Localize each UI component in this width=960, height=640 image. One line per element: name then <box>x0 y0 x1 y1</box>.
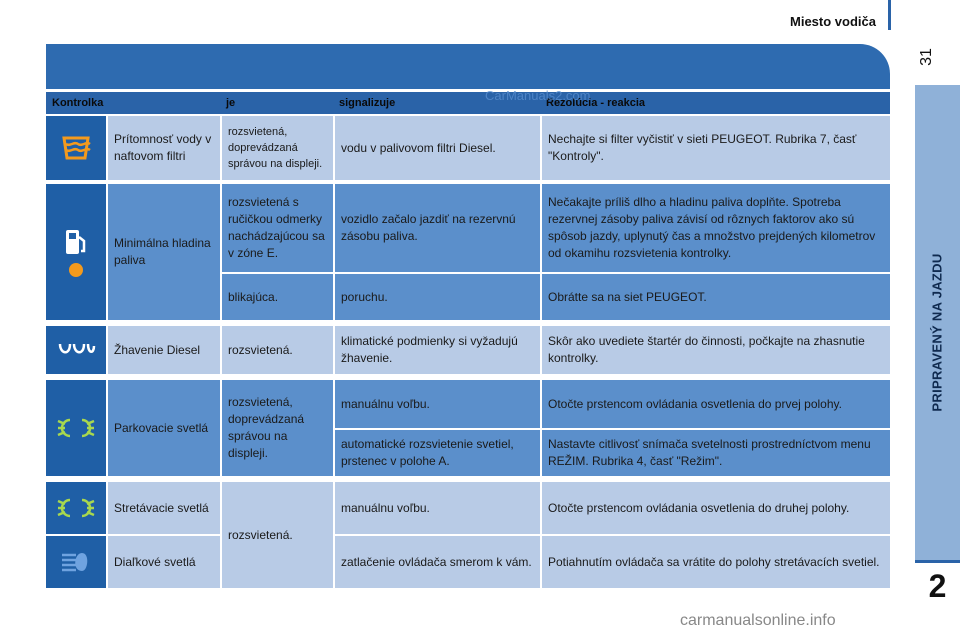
section-banner <box>46 44 890 89</box>
footer-watermark: carmanualsonline.info <box>680 612 836 629</box>
glow-plug-icon <box>46 326 106 376</box>
table-row <box>220 274 890 322</box>
beam-names <box>106 482 220 590</box>
amber-dot-icon <box>69 263 83 277</box>
glow-signal: klimatické podmienky si vyžadujú žhavenie. <box>333 326 540 376</box>
table-row <box>333 482 890 536</box>
table-row <box>333 430 890 478</box>
park-action-1: Otočte prstencom ovládania osvetlenia do prvej polohy. <box>540 380 890 430</box>
main-name: Diaľkové svetlá <box>106 536 220 590</box>
table-row <box>333 380 890 430</box>
icon-cell <box>46 482 106 590</box>
table-row <box>46 326 890 376</box>
park-signal-1: manuálnu voľbu. <box>333 380 540 430</box>
header-rezolucia: Rezolúcia - reakcia <box>546 97 646 109</box>
park-subrows <box>333 380 890 478</box>
header-je: je <box>226 97 236 109</box>
water-state: rozsvietená, doprevádzaná správou na displeji. <box>220 116 333 182</box>
dipped-name: Stretávacie svetlá <box>106 482 220 536</box>
chapter-tab <box>915 560 960 640</box>
parking-lights-icon <box>46 380 106 478</box>
park-signal-2: automatické rozsvietenie svetiel, prstenec v polohe A. <box>333 430 540 478</box>
header-kontrolka: Kontrolka <box>52 97 104 109</box>
fuel-signal-2: poruchu. <box>333 274 540 322</box>
dipped-beam-icon <box>46 482 106 536</box>
main-signal: zatlačenie ovládača smerom k vám. <box>333 536 540 590</box>
page-number: 31 <box>918 48 935 66</box>
water-signal: vodu v palivovom filtri Diesel. <box>333 116 540 182</box>
dipped-state: rozsvietená. <box>220 482 333 590</box>
table-row <box>46 184 890 322</box>
fuel-subrows <box>220 184 890 322</box>
fuel-action-2: Obrátte sa na siet PEUGEOT. <box>540 274 890 322</box>
section-title: Miesto vodiča <box>790 14 876 29</box>
chapter-rule <box>915 560 960 563</box>
fuel-name: Minimálna hladina paliva <box>106 184 220 322</box>
chapter-sidebar <box>915 85 960 560</box>
table-row <box>220 184 890 274</box>
icon-cell <box>46 380 106 478</box>
glow-name: Žhavenie Diesel <box>106 326 220 376</box>
park-state: rozsvietená, doprevádzaná správou na displeji. <box>220 380 333 478</box>
water-name: Prítomnosť vody v naftovom filtri <box>106 116 220 182</box>
glow-state: rozsvietená. <box>220 326 333 376</box>
chapter-number: 2 <box>928 568 947 604</box>
watermark: CarManuals2.com <box>485 88 591 103</box>
main-beam-icon <box>46 536 106 590</box>
chapter-title: PRIPRAVENÝ NA JAZDU <box>929 253 945 412</box>
fuel-level-icon <box>46 184 106 322</box>
dipped-signal: manuálnu voľbu. <box>333 482 540 536</box>
table-row <box>46 116 890 182</box>
icon-cell <box>46 116 106 182</box>
park-action-2: Nastavte citlivosť snímača svetelnosti prostredníctvom menu REŽIM. Rubrika 4, časť "Režim". <box>540 430 890 478</box>
table-row <box>333 536 890 590</box>
water-in-fuel-icon <box>46 116 106 182</box>
water-action: Nechajte si filter vyčistiť v sieti PEUGEOT. Rubrika 7, časť "Kontroly". <box>540 116 890 182</box>
main-action: Potiahnutím ovládača sa vrátite do polohy stretávacích svetiel. <box>540 536 890 590</box>
header-rule <box>888 0 891 30</box>
dipped-action: Otočte prstencom ovládania osvetlenia do druhej polohy. <box>540 482 890 536</box>
icon-cell <box>46 326 106 376</box>
fuel-state-2: blikajúca. <box>220 274 333 322</box>
table-row <box>46 380 890 478</box>
fuel-action-1: Nečakajte príliš dlho a hladinu paliva doplňte. Spotreba rezervnej zásoby paliva závisí od rôznych faktorov ako sú spôsob jazdy, uplynutý čas a množstvo prejdených kilometrov od okamihu rozsvietenia kontrolky. <box>540 184 890 274</box>
header-signalizuje: signalizuje <box>339 97 396 109</box>
warning-table <box>46 92 890 114</box>
fuel-signal-1: vozidlo začalo jazdiť na rezervnú zásobu paliva. <box>333 184 540 274</box>
icon-cell <box>46 184 106 322</box>
glow-action: Skôr ako uvediete štartér do činnosti, počkajte na zhasnutie kontrolky. <box>540 326 890 376</box>
table-row <box>46 482 890 590</box>
park-name: Parkovacie svetlá <box>106 380 220 478</box>
table-header <box>46 92 890 114</box>
fuel-state-1: rozsvietená s ručičkou odmerky nachádzajúcou sa v zóne E. <box>220 184 333 274</box>
beam-subrows <box>333 482 890 590</box>
